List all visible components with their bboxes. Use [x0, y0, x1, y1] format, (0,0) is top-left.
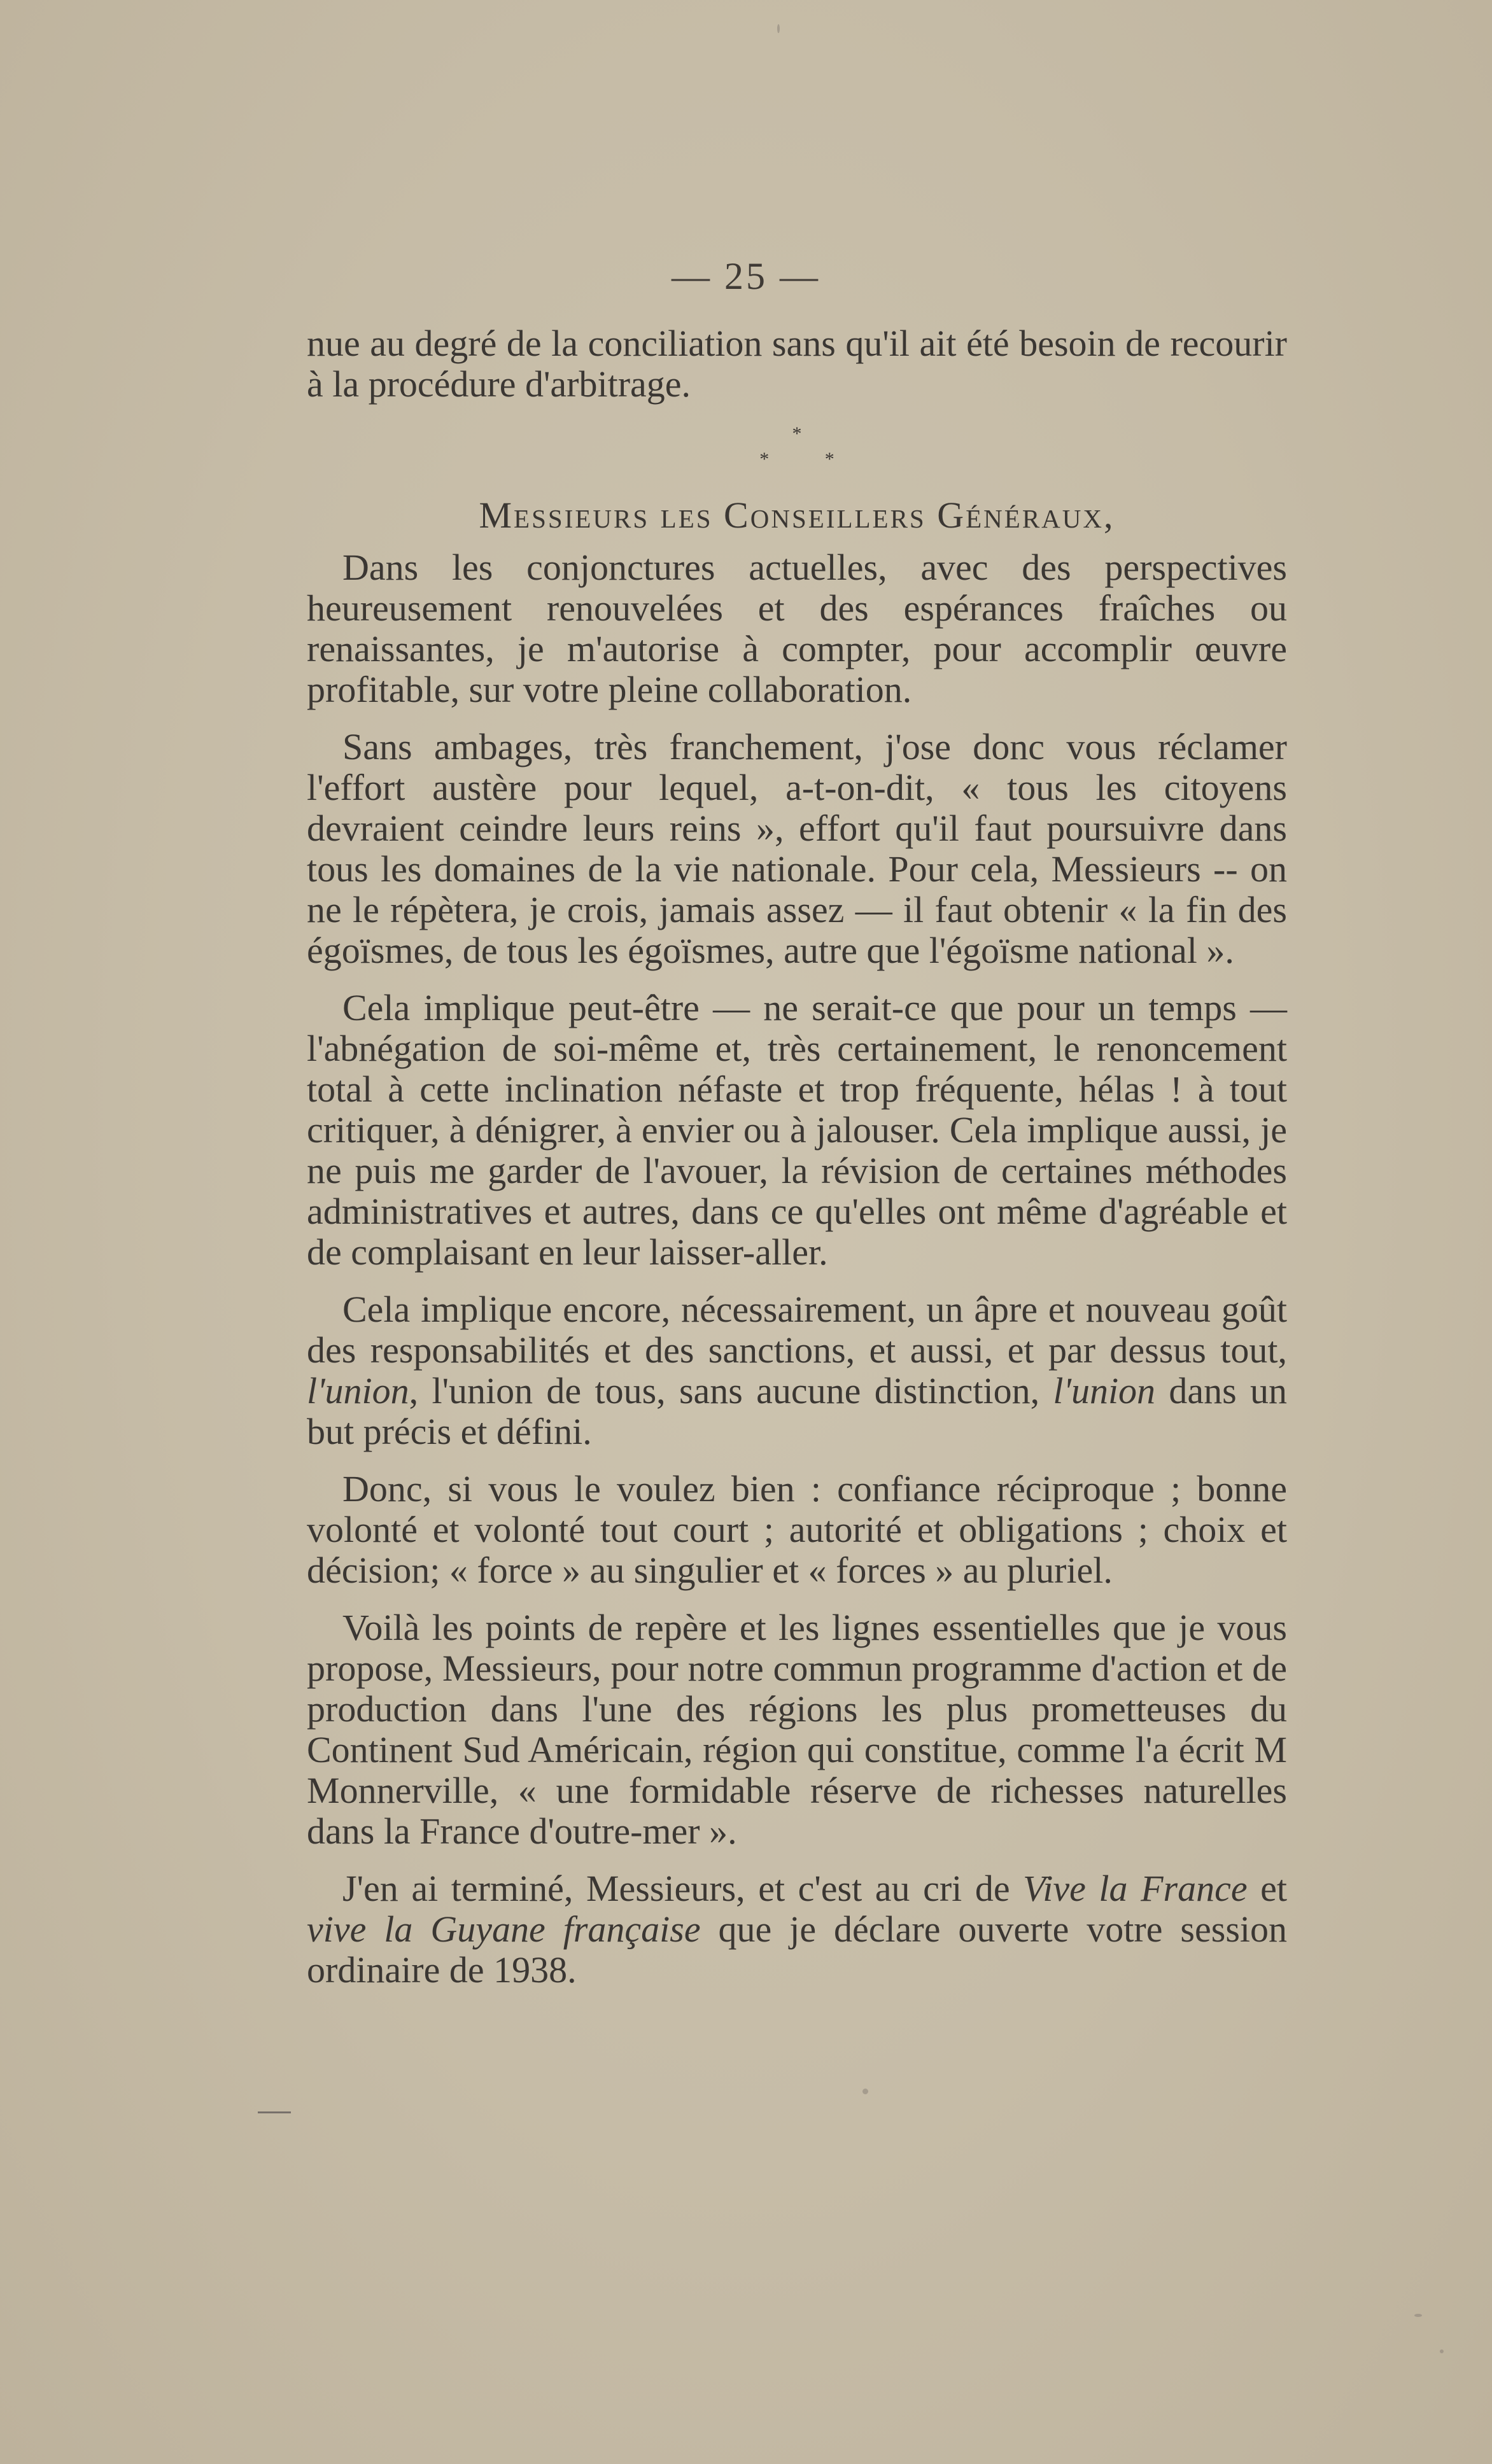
page-number: — 25 — [672, 255, 820, 297]
union-text-after: dans un but précis et défini. [307, 1370, 1287, 1452]
closing-italic-2: vive la Guyane française [307, 1908, 701, 1950]
paper-speck [777, 24, 780, 33]
closing-italic-1: Vive la France [1023, 1868, 1248, 1909]
union-text-before: Cela implique encore, nécessairement, un âpre et nouveau goût des responsabilités et des sanctions, et aussi, et par dessus tout, [307, 1289, 1287, 1371]
union-italic-2: l'union [1053, 1370, 1156, 1411]
document-body [307, 323, 1287, 2007]
closing-text-before: J'en ai terminé, Messieurs, et c'est au cri de [342, 1868, 1024, 1909]
union-italic-1: l'union [307, 1370, 409, 1411]
separator-bottom-stars: * * [759, 449, 860, 470]
paragraph-closing [307, 1868, 1287, 1991]
paragraph-programme: Voilà les points de repère et les lignes essentielles que je vous propose, Messieurs, pour notre commun programme d'action et de production dans l'une des régions les plus prometteuses du Continent Sud Américain, région qui constitue, comme l'a écrit M Monnerville, « une formidable réserve de richesses naturelles dans la France d'outre-mer ». [307, 1607, 1287, 1852]
paragraph-union [307, 1289, 1287, 1452]
paragraph-ambages: Sans ambages, très franchement, j'ose donc vous réclamer l'effort austère pour lequel, a-t-on-dit, « tous les citoyens devraient ceindre leurs reins », effort qu'il faut poursuivre dans tous les domaines de la vie nationale. Pour cela, Messieurs -- on ne le répètera, je crois, jamais assez — il faut obtenir « la fin des égoïsmes, de tous les égoïsmes, autre que l'égoïsme national ». [307, 726, 1287, 971]
paper-speck [862, 2089, 868, 2094]
paragraph-confiance: Donc, si vous le voulez bien : confiance réciproque ; bonne volonté et volonté tout court ; autorité et obligations ; choix et décision; « force » au singulier et « forces » au pluriel. [307, 1468, 1287, 1591]
section-separator [307, 421, 1287, 472]
paragraph-conjonctures: Dans les conjonctures actuelles, avec des perspectives heureusement renouvelées et des espérances fraîches ou renaissantes, je m'autorise à compter, pour accomplir œuvre profitable, sur votre pleine collaboration. [307, 547, 1287, 710]
closing-text-after: que je déclare ouverte votre session ordinaire de 1938. [307, 1908, 1287, 1991]
paper-speck [1414, 2314, 1422, 2317]
union-text-middle: , l'union de tous, sans aucune distinction, [409, 1370, 1053, 1411]
continuation-text: nue au degré de la conciliation sans qu'il ait été besoin de recourir à la procédure d'arbitrage. [307, 323, 1287, 405]
paper-speck [1440, 2349, 1444, 2353]
separator-top-star: * [792, 423, 802, 444]
closing-text-middle: et [1247, 1868, 1288, 1909]
paragraph-abnegation: Cela implique peut-être — ne serait-ce que pour un temps — l'abnégation de soi-même et, très certainement, le renoncement total à cette inclination néfaste et trop fréquente, hélas ! à tout critiquer, à dénigrer, à envier ou à jalouser. Cela implique aussi, je ne puis me garder de l'avouer, la révision de certaines méthodes administratives et autres, dans ce qu'elles ont même d'agréable et de complaisant en leur laisser-aller. [307, 987, 1287, 1273]
address-heading: Messieurs les Conseillers Généraux, [479, 494, 1115, 536]
footer-dash [258, 2111, 291, 2113]
